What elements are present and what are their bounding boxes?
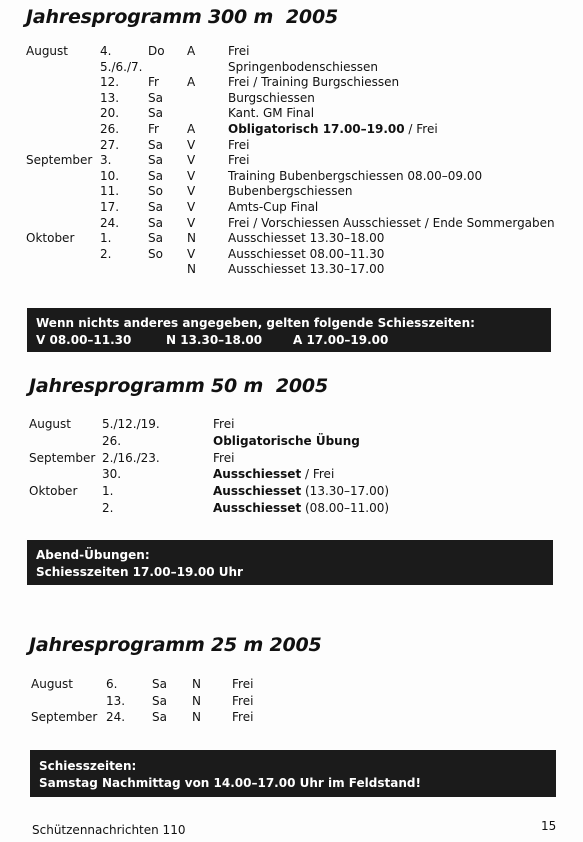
weekday-label: Sa <box>148 106 163 121</box>
weekday-label: Sa <box>148 215 163 230</box>
time-code: V <box>187 246 196 261</box>
schedule-row <box>0 168 583 184</box>
event-text: Bubenbergschiessen <box>228 184 353 199</box>
schedule-row <box>0 43 583 59</box>
day-label: 17. <box>100 200 120 214</box>
day-label: 24. <box>100 215 120 230</box>
title-50m: Jahresprogramm 50 m 2005 <box>29 375 328 397</box>
time-code: V <box>187 153 196 168</box>
day-label: 10. <box>100 168 120 183</box>
day-label: 13. <box>106 693 126 708</box>
event-text: Burgschiessen <box>228 90 315 105</box>
schedule-row <box>0 74 583 90</box>
event-text: Ausschiesset / Frei <box>213 467 335 482</box>
time-code: N <box>192 693 201 708</box>
time-code: V <box>187 184 196 199</box>
event-text: Amts-Cup Final <box>228 200 319 214</box>
day-label: 2. <box>102 501 114 515</box>
publication-name: Schützennachrichten 110 <box>32 823 186 837</box>
info-box-50m-line2: Schiesszeiten 17.00–19.00 Uhr <box>36 565 243 579</box>
weekday-label: Sa <box>152 677 167 691</box>
event-text: Ausschiesset (13.30–17.00) <box>213 484 390 499</box>
schedule-row <box>0 466 583 482</box>
day-label: 5./12./19. <box>102 417 160 431</box>
day-label: 1. <box>100 231 112 246</box>
schedule-row <box>0 416 583 432</box>
day-label: 1. <box>102 484 114 499</box>
time-code: N <box>187 262 196 277</box>
event-suffix: / Frei <box>301 467 335 482</box>
day-label: 27. <box>100 137 120 152</box>
weekday-label: Fr <box>148 75 159 90</box>
month-label: September <box>29 450 96 465</box>
time-code: N <box>192 710 201 724</box>
weekday-label: Sa <box>148 153 163 168</box>
month-label: Oktober <box>29 484 78 499</box>
weekday-label: Sa <box>148 137 163 152</box>
day-label: 13. <box>100 90 120 105</box>
day-label: 30. <box>102 467 122 482</box>
info-box-50m-line1: Abend-Übungen: <box>36 548 150 562</box>
event-text: Frei <box>232 677 254 691</box>
event-text: Frei <box>228 153 250 168</box>
event-text: Frei <box>228 44 250 58</box>
time-code: A <box>187 44 196 58</box>
weekday-label: So <box>148 184 163 199</box>
event-text: Training Bubenbergschiessen 08.00–09.00 <box>228 168 483 183</box>
schedule-row <box>0 215 583 231</box>
time-code: V <box>187 215 196 230</box>
event-suffix: / Frei <box>404 122 438 136</box>
day-label: 26. <box>100 122 120 136</box>
page-number: 15 <box>541 819 557 833</box>
schedule-row <box>0 152 583 168</box>
schedule-row <box>0 433 583 449</box>
time-code: V <box>187 200 196 214</box>
schedule-row <box>0 246 583 262</box>
schedule-row <box>0 230 583 246</box>
event-text: Obligatorische Übung <box>213 433 360 448</box>
time-code: A <box>187 122 196 136</box>
time-v: V 08.00–11.30 <box>36 333 132 347</box>
event-text: Ausschiesset 13.30–17.00 <box>228 262 385 277</box>
schedule-row <box>0 500 583 516</box>
day-label: 6. <box>106 677 118 691</box>
event-text: Frei / Training Burgschiessen <box>228 75 400 90</box>
month-label: August <box>31 677 73 691</box>
day-label: 26. <box>102 433 122 448</box>
time-code: V <box>187 168 196 183</box>
day-label: 4. <box>100 44 112 58</box>
event-text: Springenbodenschiessen <box>228 59 378 74</box>
day-label: 20. <box>100 106 120 121</box>
schedule-row <box>0 676 583 692</box>
event-text: Obligatorisch 17.00–19.00 / Frei <box>228 122 438 136</box>
schedule-row <box>0 183 583 199</box>
month-label: Oktober <box>26 231 75 246</box>
event-text: Ausschiesset 08.00–11.30 <box>228 246 385 261</box>
info-box-50m <box>27 540 553 585</box>
schedule-row <box>0 450 583 466</box>
day-label: 24. <box>106 710 126 724</box>
schedule-row <box>0 59 583 75</box>
info-box-300m <box>27 308 551 352</box>
time-a: A 17.00–19.00 <box>293 333 389 347</box>
day-label: 12. <box>100 75 120 90</box>
month-label: September <box>26 153 93 168</box>
weekday-label: Sa <box>148 90 163 105</box>
schedule-row <box>0 261 583 277</box>
weekday-label: Sa <box>148 200 163 214</box>
info-box-300m-line1: Wenn nichts anderes angegeben, gelten folgende Schiesszeiten: <box>36 316 475 330</box>
weekday-label: Sa <box>148 231 163 246</box>
time-code: A <box>187 75 196 90</box>
day-label: 5./6./7. <box>100 59 143 74</box>
event-text: Frei <box>228 137 250 152</box>
weekday-label: Sa <box>152 693 167 708</box>
title-300m: Jahresprogramm 300 m 2005 <box>26 6 338 28</box>
month-label: September <box>31 710 98 724</box>
info-box-25m-line1: Schiesszeiten: <box>39 759 137 773</box>
month-label: August <box>29 417 71 431</box>
schedule-row <box>0 709 583 725</box>
time-code: V <box>187 137 196 152</box>
day-label: 3. <box>100 153 112 168</box>
event-suffix: (13.30–17.00) <box>301 484 390 499</box>
month-label: August <box>26 44 68 58</box>
schedule-row <box>0 483 583 499</box>
day-label: 11. <box>100 184 120 199</box>
event-text: Frei <box>232 710 254 724</box>
weekday-label: Fr <box>148 122 159 136</box>
weekday-label: Do <box>148 44 165 58</box>
event-text: Frei / Vorschiessen Ausschiesset / Ende Sommergaben <box>228 215 555 230</box>
event-text: Frei <box>232 693 254 708</box>
event-text: Kant. GM Final <box>228 106 315 121</box>
event-text: Ausschiesset (08.00–11.00) <box>213 501 390 515</box>
info-box-25m <box>30 750 556 797</box>
weekday-label: So <box>148 246 163 261</box>
day-label: 2./16./23. <box>102 450 160 465</box>
schedule-row <box>0 693 583 709</box>
schedule-row <box>0 105 583 121</box>
time-code: N <box>187 231 196 246</box>
schedule-row <box>0 90 583 106</box>
event-suffix: (08.00–11.00) <box>301 501 390 515</box>
title-25m: Jahresprogramm 25 m 2005 <box>29 634 322 656</box>
schedule-row <box>0 121 583 137</box>
event-text: Ausschiesset 13.30–18.00 <box>228 231 385 246</box>
schedule-row <box>0 137 583 153</box>
time-code: N <box>192 677 201 691</box>
schedule-row <box>0 199 583 215</box>
event-text: Frei <box>213 450 235 465</box>
time-n: N 13.30–18.00 <box>166 333 263 347</box>
weekday-label: Sa <box>152 710 167 724</box>
weekday-label: Sa <box>148 168 163 183</box>
day-label: 2. <box>100 246 112 261</box>
event-text: Frei <box>213 417 235 431</box>
info-box-25m-line2: Samstag Nachmittag von 14.00–17.00 Uhr im Feldstand! <box>39 776 421 790</box>
